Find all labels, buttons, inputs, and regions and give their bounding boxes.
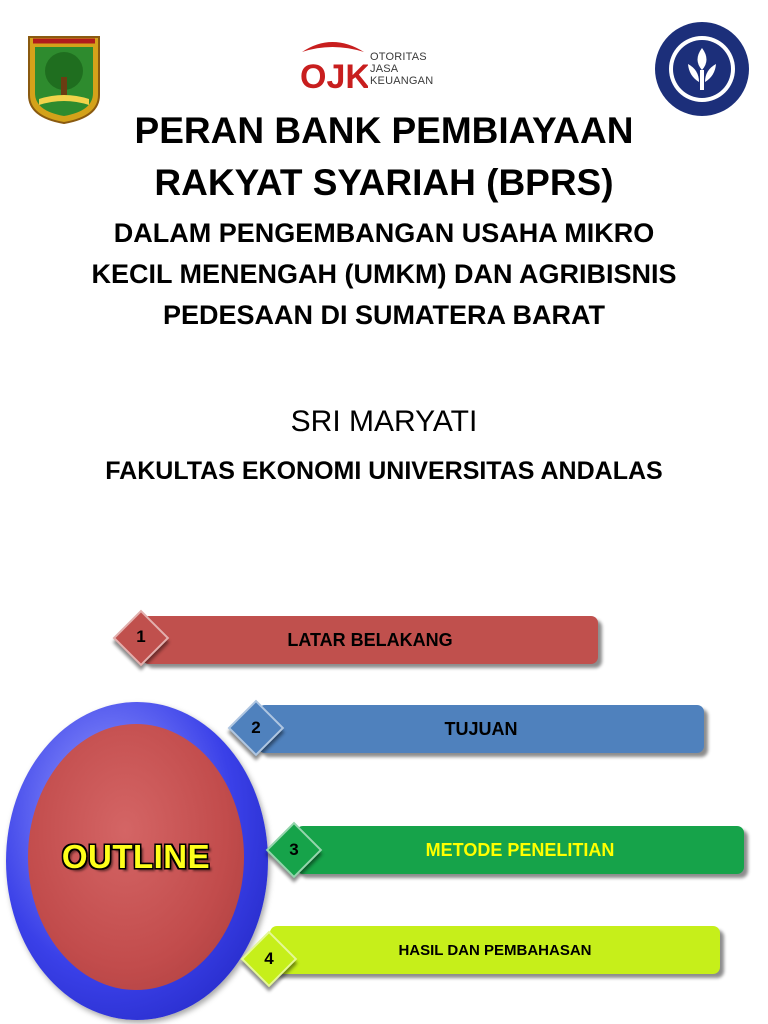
ojk-line-2: JASA	[370, 63, 399, 75]
title-line-2: RAKYAT SYARIAH (BPRS)	[154, 162, 614, 203]
subtitle-line-1: DALAM PENGEMBANGAN USAHA MIKRO	[113, 218, 655, 248]
subtitle-line-2: KECIL MENENGAH (UMKM) DAN AGRIBISNIS	[91, 259, 677, 289]
outline-label: OUTLINE	[61, 838, 211, 875]
outline-item-4-label: HASIL DAN PEMBAHASAN	[398, 941, 592, 959]
faculty-name: FAKULTAS EKONOMI UNIVERSITAS ANDALAS	[105, 457, 663, 485]
outline-item-2-label: TUJUAN	[444, 718, 518, 739]
outline-item-3[interactable]	[296, 826, 744, 874]
ojk-line-1: OTORITAS	[370, 51, 427, 63]
slide-title	[0, 105, 768, 209]
author-name: SRI MARYATI	[290, 405, 478, 438]
slide-subtitle	[0, 213, 768, 336]
outline-item-4[interactable]	[270, 926, 720, 974]
outline-item-1-label: LATAR BELAKANG	[287, 629, 453, 650]
institut-pertanian-bogor-logo	[653, 20, 751, 118]
outline-item-3-label: METODE PENELITIAN	[425, 839, 615, 860]
outline-item-4-number: 4	[264, 949, 274, 968]
title-line-1: PERAN BANK PEMBIAYAAN	[134, 110, 634, 151]
outline-item-2[interactable]	[258, 705, 704, 753]
subtitle-line-3: PEDESAAN DI SUMATERA BARAT	[162, 300, 605, 330]
outline-item-3-number: 3	[289, 840, 299, 859]
outline-item-1[interactable]	[142, 616, 598, 664]
outline-item-1-number: 1	[136, 627, 146, 646]
ojk-logo	[296, 38, 471, 98]
ojk-line-3: KEUANGAN	[370, 75, 434, 87]
outline-item-2-number: 2	[251, 718, 261, 737]
svg-text:OJK: OJK	[300, 58, 368, 96]
